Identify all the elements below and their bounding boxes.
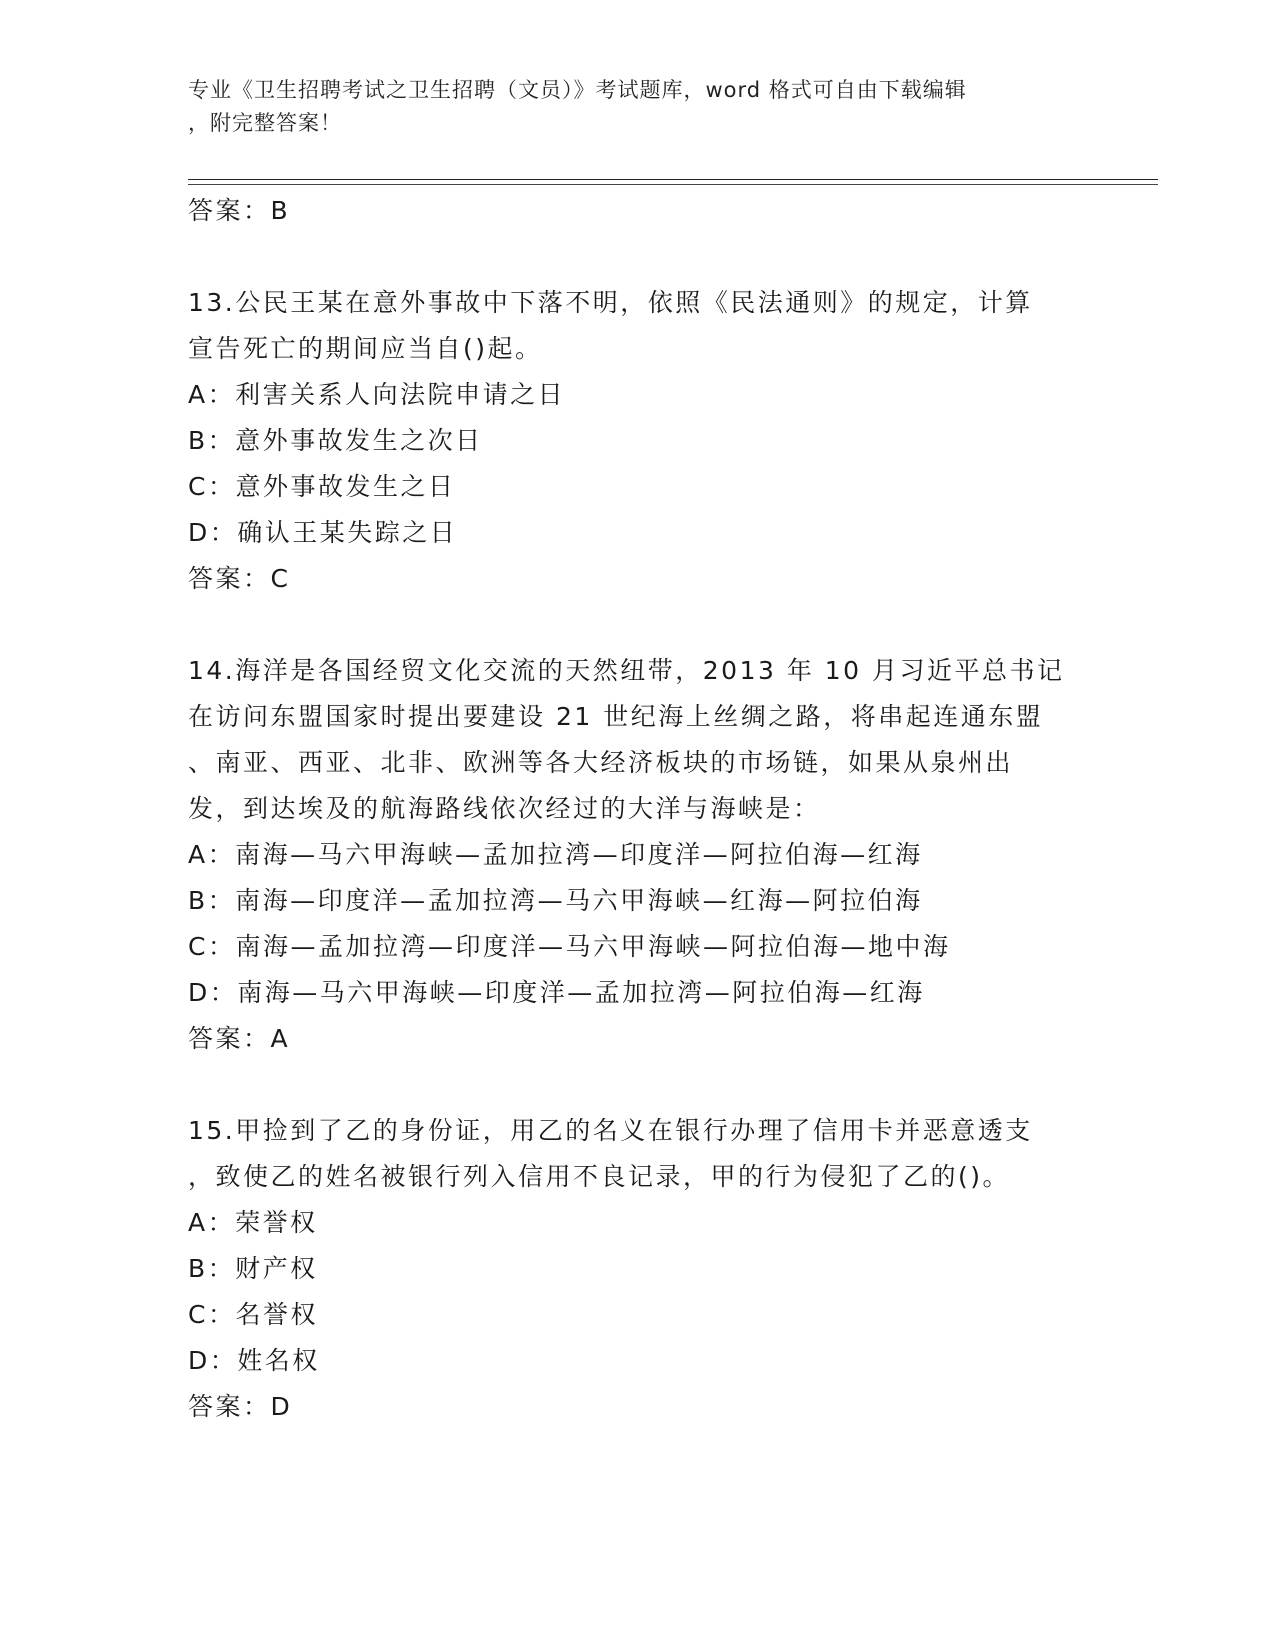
spacer [188,1062,1088,1108]
header-rule [188,184,1158,185]
option-d: D：南海—马六甲海峡—印度洋—孟加拉湾—阿拉伯海—红海 [188,978,925,1007]
question-stem-line: ，致使乙的姓名被银行列入信用不良记录，甲的行为侵犯了乙的()。 [188,1162,1011,1191]
question-block [188,280,1088,602]
question-block [188,648,1088,1062]
option-b: B：南海—印度洋—孟加拉湾—马六甲海峡—红海—阿拉伯海 [188,886,923,915]
option-c: C：名誉权 [188,1300,318,1329]
option-b: B：意外事故发生之次日 [188,426,483,455]
header-line: 专业《卫生招聘考试之卫生招聘（文员）》考试题库，word 格式可自由下载编辑 [188,78,967,102]
spacer [188,602,1088,648]
answer-line: 答案：A [188,1024,291,1053]
question-stem-line: 14.海洋是各国经贸文化交流的天然纽带，2013 年 10 月习近平总书记 [188,656,1065,685]
option-b: B：财产权 [188,1254,318,1283]
answer-line: 答案：D [188,1392,293,1421]
option-a: A：荣誉权 [188,1208,318,1237]
answer-line: 答案：B [188,196,291,225]
answer-line: 答案：C [188,564,291,593]
question-list [188,188,1088,1430]
question-stem-line: 发，到达埃及的航海路线依次经过的大洋与海峡是： [188,794,821,823]
option-d: D：姓名权 [188,1346,320,1375]
question-stem-line: 15.甲捡到了乙的身份证，用乙的名义在银行办理了信用卡并恶意透支 [188,1116,1033,1145]
spacer [188,234,1088,280]
document-header [188,74,1068,140]
option-c: C：南海—孟加拉湾—印度洋—马六甲海峡—阿拉伯海—地中海 [188,932,951,961]
question-stem-line: 在访问东盟国家时提出要建设 21 世纪海上丝绸之路，将串起连通东盟 [188,702,1044,731]
option-d: D：确认王某失踪之日 [188,518,458,547]
option-c: C：意外事故发生之日 [188,472,456,501]
option-a: A：南海—马六甲海峡—孟加拉湾—印度洋—阿拉伯海—红海 [188,840,923,869]
question-stem-line: 、南亚、西亚、北非、欧洲等各大经济板块的市场链，如果从泉州出 [188,748,1014,777]
header-rule [188,179,1158,180]
option-a: A：利害关系人向法院申请之日 [188,380,566,409]
header-line: ，附完整答案！ [188,111,342,135]
question-stem-line: 宣告死亡的期间应当自()起。 [188,334,543,363]
question-block [188,1108,1088,1430]
question-stem-line: 13.公民王某在意外事故中下落不明，依照《民法通则》的规定，计算 [188,288,1033,317]
